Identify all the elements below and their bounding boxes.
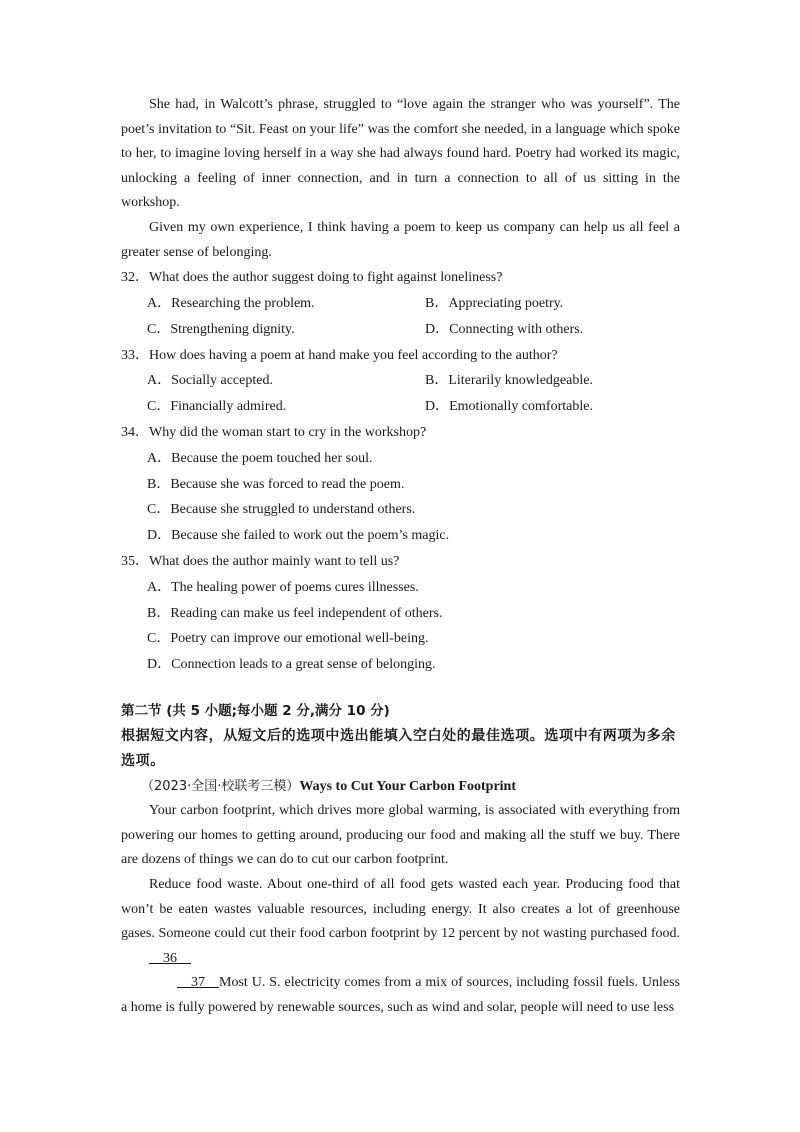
passage-paragraph [121,971,680,1020]
options-group [147,368,680,420]
option: D．Emotionally comfortable. [425,399,593,415]
paragraph-text: Reduce food waste. About one-third of all food gets wasted each year. Producing food that won’t be eaten wastes valuable resources, including energy. It also creates a lot of greenhouse gases. Someone could cut their food carbon footprint by 12 percent by not wasting purchased food. [121,877,680,942]
option: D．Connecting with others. [425,321,584,337]
option: A．Researching the problem. [147,295,315,311]
paragraph-text: Most U. S. electricity comes from a mix of sources, including fossil fuels. Unless a home is fully powered by renewable sources, such as wind and solar, people will need to use less [121,975,680,1016]
option: C．Strengthening dignity. [147,321,295,337]
section-heading: 第二节 (共 5 小题;每小题 2 分,满分 10 分) [121,702,390,719]
passage-paragraph [121,873,680,971]
option: C．Poetry can improve our emotional well-being. [147,631,429,647]
section-instruction: 根据短文内容，从短文后的选项中选出能填入空白处的最佳选项。选项中有两项为多余选项。 [121,727,676,769]
blank-36: 36 [149,950,191,966]
question-stem: 34．Why did the woman start to cry in the workshop? [121,424,427,440]
document-page [121,93,680,1021]
passage-paragraph: Your carbon footprint, which drives more global warming, is associated with everything from powering our homes to getting around, producing our food and making all the stuff we buy. There are dozens of things we can do to cut our carbon footprint. [121,803,680,868]
option: A．Because the poem touched her soul. [147,450,373,466]
option: A．The healing power of poems cures illnesses. [147,579,419,595]
passage-paragraph: She had, in Walcott’s phrase, struggled to “love again the stranger who was yourself”. The poet’s invitation to “Sit. Feast on your life” was the comfort she needed, in a language which spoke to her, to imagine loving herself in a way she had always found hard. Poetry had worked its magic, unlocking a feeling of inner connection, and in turn a connection to all of us sitting in the workshop. [121,97,680,211]
passage-paragraph: Given my own experience, I think having a poem to keep us company can help us all feel a greater sense of belonging. [121,219,680,260]
source-tag: （2023·全国·校联考三模） [141,778,300,794]
options-group [147,291,680,343]
passage-title: Ways to Cut Your Carbon Footprint [299,778,516,794]
options-group [147,575,680,678]
option: B．Appreciating poetry. [425,295,564,311]
passage-title-line [121,774,680,800]
option: B．Reading can make us feel independent of others. [147,605,443,621]
option: D．Connection leads to a great sense of belonging. [147,657,436,673]
options-group [147,446,680,549]
option: B．Literarily knowledgeable. [425,373,593,389]
question-stem: 35．What does the author mainly want to tell us? [121,553,400,569]
option: D．Because she failed to work out the poem’s magic. [147,528,450,544]
question-stem: 32．What does the author suggest doing to fight against loneliness? [121,270,503,286]
option: B．Because she was forced to read the poem. [147,476,405,492]
option: C．Financially admired. [147,399,287,415]
option: C．Because she struggled to understand others. [147,502,416,518]
blank-37: 37 [177,975,219,991]
question-stem: 33．How does having a poem at hand make you feel according to the author? [121,347,558,363]
option: A．Socially accepted. [147,373,273,389]
